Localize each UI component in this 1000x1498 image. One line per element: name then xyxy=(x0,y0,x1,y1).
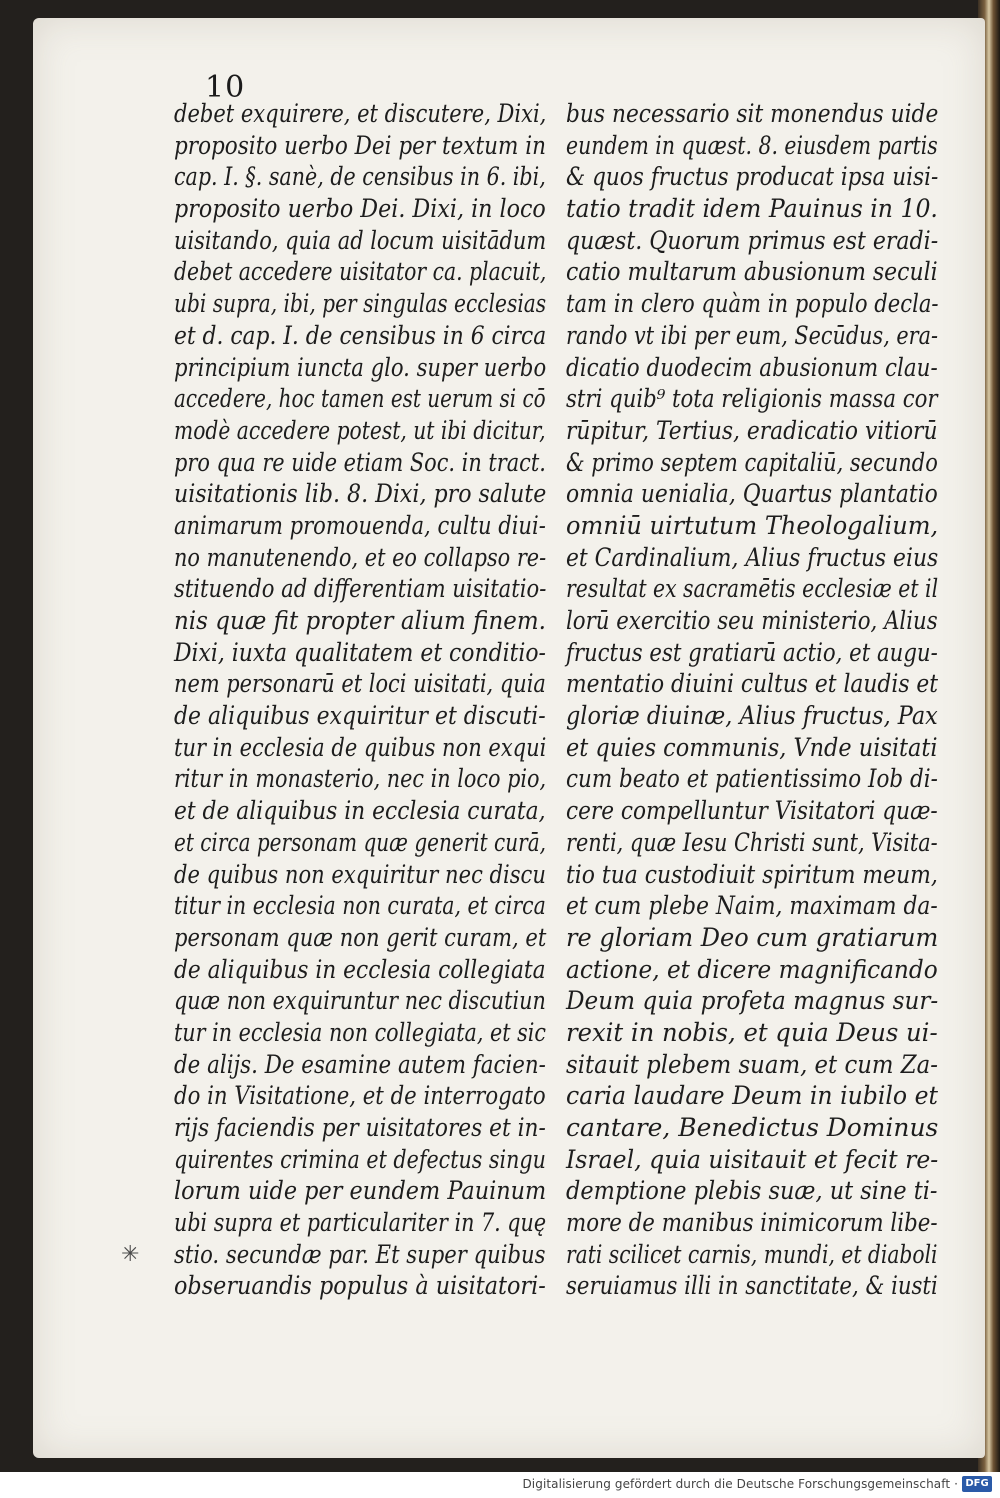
text-line: de quibus non exquiritur nec discu xyxy=(174,859,546,889)
text-line: obseruandis populus à uisitatori- xyxy=(174,1271,546,1301)
text-line: stituendo ad differentiam uisitatio- xyxy=(174,574,547,604)
text-line: Dixi, iuxta qualitatem et conditio- xyxy=(174,637,546,667)
text-line: animarum promouenda, cultu diui- xyxy=(174,510,546,540)
text-line: et d. cap. I. de censibus in 6 circa xyxy=(174,320,547,350)
text-line: lorum uide per eundem Pauinum xyxy=(174,1176,547,1206)
text-line: lorū exercitio seu ministerio, Alius xyxy=(566,606,938,635)
text-line: actione, et dicere magnificando xyxy=(566,954,938,984)
text-line: omniū uirtutum Theologalium, xyxy=(566,510,939,540)
text-line: nem personarū et loci uisitati, quia xyxy=(174,669,546,699)
text-line: bus necessario sit monendus uide xyxy=(566,99,939,128)
text-line: gloriæ diuinæ, Alius fructus, Pax xyxy=(566,701,938,731)
text-line: dicatio duodecim abusionum clau- xyxy=(566,352,938,382)
text-line: de alijs. De esamine autem facien- xyxy=(174,1049,546,1079)
text-line: personam quæ non gerit curam, et xyxy=(174,922,547,952)
text-line: sitauit plebem suam, et cum Za- xyxy=(566,1049,938,1079)
text-line: more de manibus inimicorum libe- xyxy=(566,1208,938,1238)
text-line: quæst. Quorum primus est eradi- xyxy=(566,225,939,255)
text-line: cere compelluntur Visitatori quæ- xyxy=(566,796,938,826)
text-line: de aliquibus in ecclesia collegiata xyxy=(174,954,546,984)
text-line: et cum plebe Naim, maximam da- xyxy=(566,891,938,921)
text-line: tatio tradit idem Pauinus in 10. xyxy=(566,194,938,224)
footer-bar xyxy=(0,1472,1000,1498)
text-line: cantare, Benedictus Dominus xyxy=(566,1113,939,1142)
text-line: omnia uenialia, Quartus plantatio xyxy=(566,479,938,509)
text-line: do in Visitatione, et de interrogato xyxy=(174,1081,546,1111)
text-line: rūpitur, Tertius, eradicatio vitiorū xyxy=(566,415,938,445)
text-line: catio multarum abusionum seculi xyxy=(566,257,938,287)
text-line: tio tua custodiuit spiritum meum, xyxy=(566,859,938,889)
text-line: pro qua re uide etiam Soc. in tract. xyxy=(174,447,546,477)
text-line: no manutenendo, et eo collapso re- xyxy=(174,542,547,572)
text-line: & primo septem capitaliū, secundo xyxy=(566,447,938,477)
text-line: rijs faciendis per uisitatores et in- xyxy=(174,1113,546,1142)
text-line: cap. I. §. sanè, de censibus in 6. ibi, xyxy=(174,162,546,192)
text-line: eundem in quæst. 8. eiusdem partis xyxy=(566,130,938,160)
text-line: principium iuncta glo. super uerbo xyxy=(174,352,547,382)
text-line: quæ non exquiruntur nec discutiun xyxy=(174,986,546,1016)
text-line: uisitationis lib. 8. Dixi, pro salute xyxy=(174,479,547,509)
text-line: nis quæ fit propter alium finem. xyxy=(174,606,546,635)
text-line: Israel, quia uisitauit et fecit re- xyxy=(566,1144,939,1174)
text-line: proposito uerbo Dei per textum in xyxy=(174,130,547,160)
text-line: rati scilicet carnis, mundi, et diaboli xyxy=(566,1239,938,1269)
text-line: debet exquirere, et discutere, Dixi, xyxy=(174,99,547,128)
text-line: et de aliquibus in ecclesia curata, xyxy=(174,796,546,826)
text-line: uisitando, quia ad locum uisitādum xyxy=(174,225,547,255)
text-line: et Cardinalium, Alius fructus eius xyxy=(566,542,939,572)
text-line: quirentes crimina et defectus singu xyxy=(174,1144,546,1174)
page-number: 10 xyxy=(205,70,246,105)
margin-mark: ✳ xyxy=(121,1242,140,1267)
text-line: accedere, hoc tamen est uerum si cō xyxy=(174,384,546,414)
text-line: renti, quæ Iesu Christi sunt, Visita- xyxy=(566,827,938,857)
text-line: stio. secundæ par. Et super quibus xyxy=(174,1239,546,1269)
text-line: resultat ex sacramētis ecclesiæ et il xyxy=(566,574,939,604)
text-line: tur in ecclesia non collegiata, et sic xyxy=(174,1017,546,1047)
text-line: proposito uerbo Dei. Dixi, in loco xyxy=(174,194,546,224)
text-line: re gloriam Deo cum gratiarum xyxy=(566,922,939,952)
text-line: ubi supra et particulariter in 7. quę xyxy=(174,1208,547,1238)
text-line: rexit in nobis, et quia Deus ui- xyxy=(566,1017,938,1047)
text-line: de aliquibus exquiritur et discuti- xyxy=(174,701,546,731)
text-line: ubi supra, ibi, per singulas ecclesias xyxy=(174,289,547,319)
text-line: cum beato et patientissimo Iob di- xyxy=(566,764,938,794)
text-line: modè accedere potest, ut ibi dicitur, xyxy=(174,415,546,445)
text-line: caria laudare Deum in iubilo et xyxy=(566,1081,938,1111)
text-line: mentatio diuini cultus et laudis et xyxy=(566,669,939,699)
text-line: debet accedere uisitator ca. placuit, xyxy=(174,257,547,287)
dfg-logo: DFG xyxy=(962,1476,992,1492)
text-line: stri quib⁹ tota religionis massa cor xyxy=(566,384,938,414)
text-line: tur in ecclesia de quibus non exqui xyxy=(174,732,547,762)
text-line: et circa personam quæ generit curā, xyxy=(174,827,546,857)
right-text-column xyxy=(566,98,938,1302)
text-line: titur in ecclesia non curata, et circa xyxy=(174,891,546,921)
text-line: et quies communis, Vnde uisitati xyxy=(566,732,938,762)
text-line: tam in clero quàm in populo decla- xyxy=(566,289,939,319)
text-line: fructus est gratiarū actio, et augu- xyxy=(566,637,938,667)
text-line: & quos fructus producat ipsa uisi- xyxy=(566,162,939,192)
funding-credit: Digitalisierung gefördert durch die Deutsche Forschungsgemeinschaft · xyxy=(522,1477,958,1491)
text-line: demptione plebis suæ, ut sine ti- xyxy=(566,1176,938,1206)
left-text-column xyxy=(174,98,546,1302)
text-line: rando vt ibi per eum, Secūdus, era- xyxy=(566,320,938,350)
text-line: ritur in monasterio, nec in loco pio, xyxy=(174,764,547,794)
text-line: seruiamus illi in sanctitate, & iusti xyxy=(566,1271,938,1301)
text-line: Deum quia profeta magnus sur- xyxy=(566,986,939,1016)
